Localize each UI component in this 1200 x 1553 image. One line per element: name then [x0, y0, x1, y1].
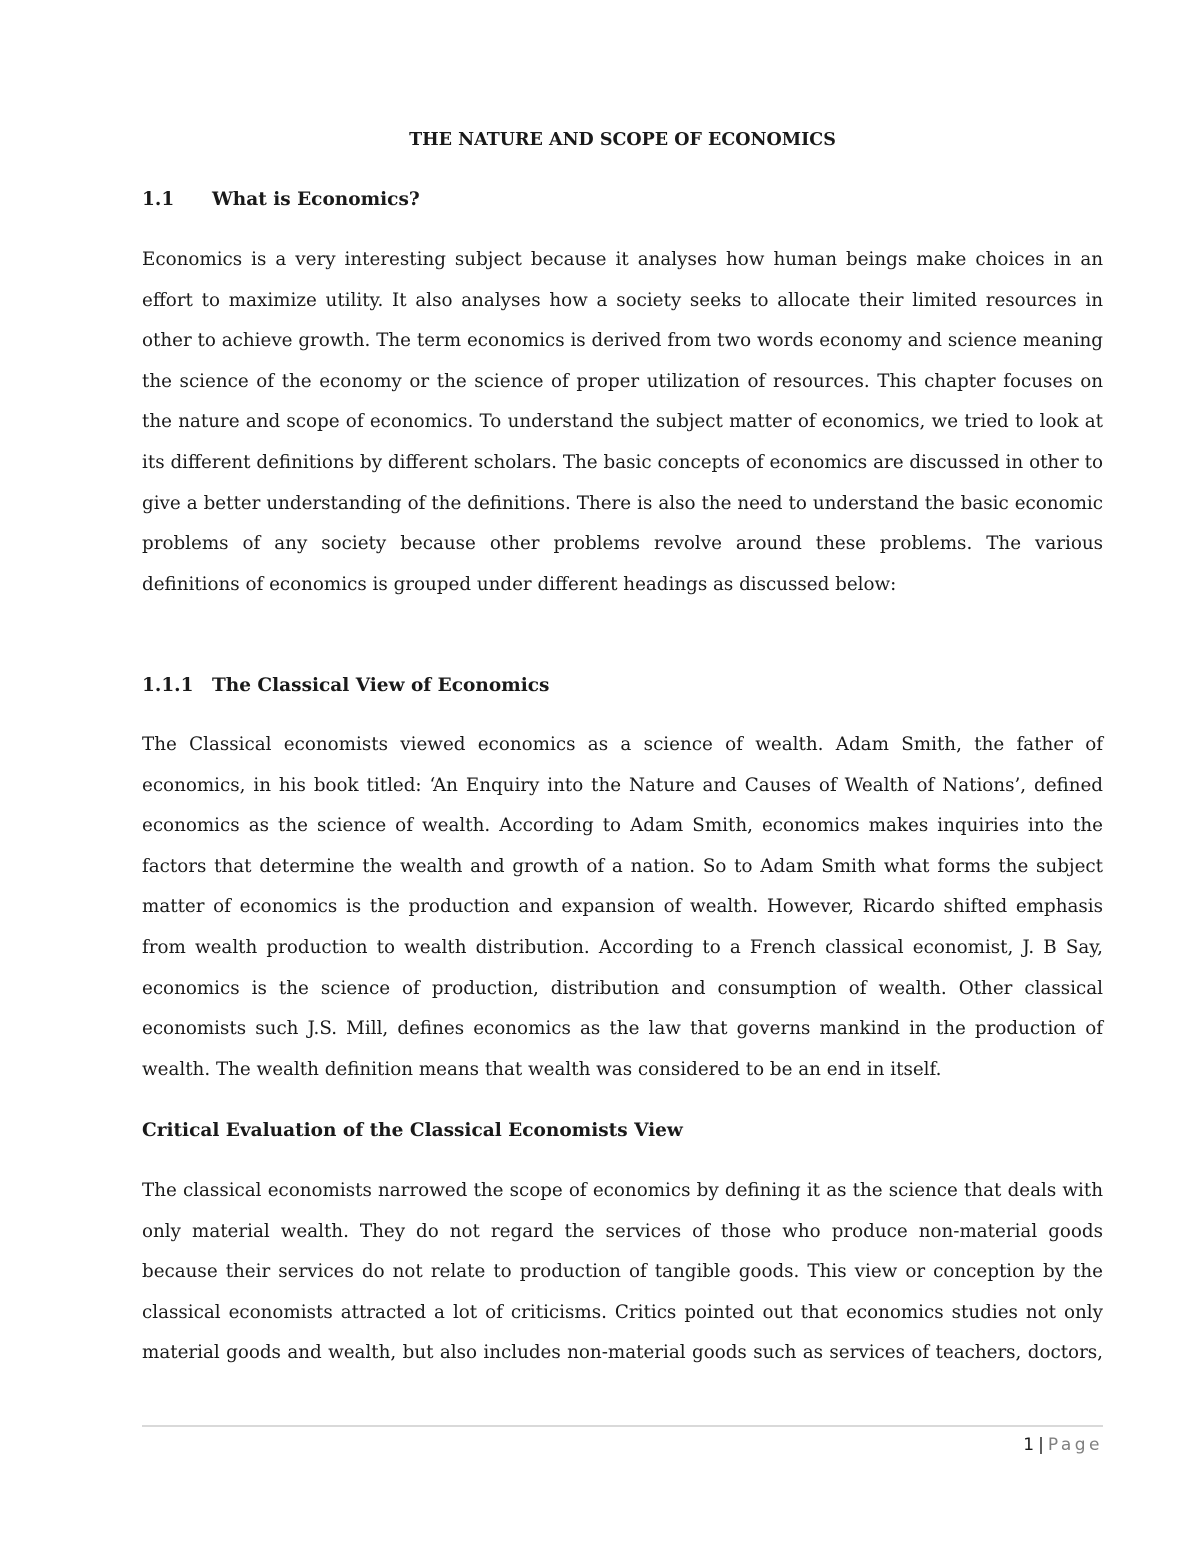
paragraph-what-is-economics: Economics is a very interesting subject because it analyses how human beings make choices in an effort to maximize utility. It also analyses how a society seeks to allocate their limited resources in other to achieve growth. The term economics is derived from two words economy and science meaning the science of the economy or the science of proper utilization of resources. This chapter focuses on the nature and scope of economics. To understand the subject matter of economics, we tried to look at its different definitions by different scholars. The basic concepts of economics are discussed in other to give a better understanding of the definitions. There is also the need to understand the basic economic problems of any society because other problems revolve around these problems. The various definitions of economics is grouped under different headings as discussed below:	[142, 249, 1103, 595]
footer-separator: |	[1038, 1435, 1044, 1455]
section-number: 1.1	[142, 189, 175, 210]
section-heading-text: What is Economics?	[212, 189, 420, 210]
section-heading-text: The Classical View of Economics	[212, 675, 550, 696]
footer-divider	[142, 1425, 1103, 1427]
document-title: THE NATURE AND SCOPE OF ECONOMICS	[409, 130, 836, 150]
section-heading-1-1	[142, 188, 420, 212]
paragraph-critical-evaluation: The classical economists narrowed the scope of economics by defining it as the science that deals with only material wealth. They do not regard the services of those who produce non-material goods because their services do not relate to production of tangible goods. This view or conception by the classical economists attracted a lot of criticisms. Critics pointed out that economics studies not only material goods and wealth, but also includes non-material goods such as services of teachers, doctors,	[142, 1180, 1103, 1364]
page-footer	[1023, 1433, 1103, 1457]
section-heading-1-1-1	[142, 674, 549, 698]
critical-evaluation-heading: Critical Evaluation of the Classical Economists View	[142, 1120, 683, 1141]
section-number: 1.1.1	[142, 675, 194, 696]
paragraph-classical-view: The Classical economists viewed economics as a science of wealth. Adam Smith, the father of economics, in his book titled: ‘An Enquiry into the Nature and Causes of Wealth of Nations’, defined economics as the science of wealth. According to Adam Smith, economics makes inquiries into the factors that determine the wealth and growth of a nation. So to Adam Smith what forms the subject matter of economics is the production and expansion of wealth. However, Ricardo shifted emphasis from wealth production to wealth distribution. According to a French classical economist, J. B Say, economics is the science of production, distribution and consumption of wealth. Other classical economists such J.S. Mill, defines economics as the law that governs mankind in the production of wealth. The wealth definition means that wealth was considered to be an end in itself.	[142, 734, 1103, 1080]
document-page	[142, 0, 1103, 1553]
page-label: Page	[1047, 1435, 1103, 1455]
page-number: 1	[1023, 1435, 1035, 1455]
